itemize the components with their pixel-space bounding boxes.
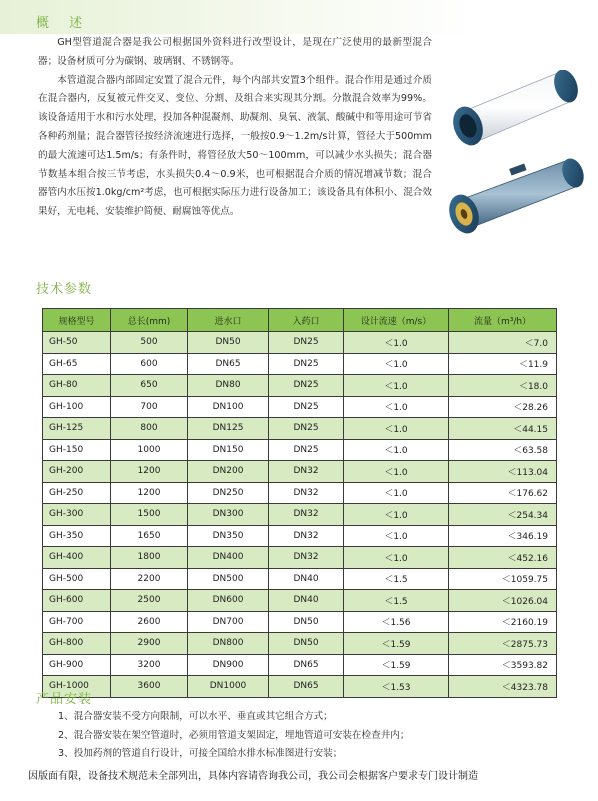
table-cell-model: GH-700: [43, 611, 111, 633]
table-row: [43, 611, 557, 633]
install-item: 1、混合器安装不受方向限制，可以水平、垂直或其它组合方式；: [58, 711, 333, 722]
install-item: 3、投加药剂的管道自行设计，可接全国给水排水标准图进行安装；: [58, 748, 343, 759]
table-row: [43, 633, 557, 655]
table-cell-model: GH-900: [43, 654, 111, 676]
install-list: [58, 708, 558, 764]
header-length: 总长(mm): [111, 309, 188, 332]
header-model: 规格型号: [43, 309, 111, 332]
overview-title: 概 述: [36, 16, 91, 31]
table-cell-model: GH-65: [43, 353, 111, 375]
table-cell-dosing: DN25: [269, 418, 344, 440]
table-cell-dosing: DN32: [269, 461, 344, 483]
table-cell-length: 1200: [111, 461, 188, 483]
table-cell-speed: ＜1.0: [344, 482, 449, 504]
table-cell-model: GH-80: [43, 375, 111, 397]
table-cell-model: GH-200: [43, 461, 111, 483]
table-cell-inlet: DN100: [188, 396, 269, 418]
table-cell-length: 2200: [111, 568, 188, 590]
table-cell-dosing: DN65: [269, 676, 344, 698]
table-cell-model: GH-300: [43, 504, 111, 526]
table-cell-inlet: DN250: [188, 482, 269, 504]
table-cell-length: 3200: [111, 654, 188, 676]
table-cell-model: GH-250: [43, 482, 111, 504]
table-cell-model: GH-100: [43, 396, 111, 418]
table-cell-flow: ＜2160.19: [449, 611, 557, 633]
table-cell-inlet: DN400: [188, 547, 269, 569]
table-cell-flow: ＜63.58: [449, 439, 557, 461]
table-cell-speed: ＜1.0: [344, 418, 449, 440]
table-cell-length: 700: [111, 396, 188, 418]
table-cell-dosing: DN50: [269, 633, 344, 655]
table-row: [43, 375, 557, 397]
table-cell-inlet: DN900: [188, 654, 269, 676]
table-row: [43, 418, 557, 440]
table-cell-inlet: DN700: [188, 611, 269, 633]
table-cell-inlet: DN1000: [188, 676, 269, 698]
table-cell-length: 650: [111, 375, 188, 397]
table-row: [43, 461, 557, 483]
table-cell-inlet: DN80: [188, 375, 269, 397]
table-cell-flow: ＜1059.75: [449, 568, 557, 590]
table-cell-length: 2600: [111, 611, 188, 633]
technical-params-table: [42, 308, 557, 698]
table-cell-inlet: DN150: [188, 439, 269, 461]
blue-pipe-icon: [444, 155, 588, 237]
table-cell-inlet: DN125: [188, 418, 269, 440]
table-row: [43, 482, 557, 504]
table-cell-flow: ＜254.34: [449, 504, 557, 526]
table-cell-inlet: DN500: [188, 568, 269, 590]
table-cell-flow: ＜18.0: [449, 375, 557, 397]
table-row: [43, 676, 557, 698]
params-title: 技术参数: [36, 282, 93, 297]
table-cell-dosing: DN25: [269, 396, 344, 418]
table-cell-inlet: DN350: [188, 525, 269, 547]
table-cell-dosing: DN25: [269, 439, 344, 461]
table-cell-speed: ＜1.53: [344, 676, 449, 698]
table-cell-speed: ＜1.5: [344, 590, 449, 612]
table-cell-model: GH-500: [43, 568, 111, 590]
table-cell-dosing: DN32: [269, 547, 344, 569]
table-cell-length: 600: [111, 353, 188, 375]
table-cell-flow: ＜28.26: [449, 396, 557, 418]
pipe-mixer-illustration: [440, 70, 590, 250]
table-cell-model: GH-600: [43, 590, 111, 612]
table-cell-speed: ＜1.59: [344, 633, 449, 655]
table-cell-speed: ＜1.0: [344, 396, 449, 418]
table-cell-speed: ＜1.0: [344, 439, 449, 461]
table-cell-dosing: DN25: [269, 375, 344, 397]
table-cell-dosing: DN40: [269, 568, 344, 590]
white-pipe-icon: [448, 70, 582, 150]
table-cell-flow: ＜113.04: [449, 461, 557, 483]
table-cell-speed: ＜1.5: [344, 568, 449, 590]
table-cell-dosing: DN25: [269, 332, 344, 354]
table-cell-speed: ＜1.0: [344, 353, 449, 375]
table-cell-model: GH-1000: [43, 676, 111, 698]
table-cell-speed: ＜1.0: [344, 525, 449, 547]
install-title: 产品安装: [36, 692, 93, 707]
overview-text: [38, 34, 432, 222]
table-cell-dosing: DN40: [269, 590, 344, 612]
table-cell-inlet: DN200: [188, 461, 269, 483]
header-dosing-port: 入药口: [269, 309, 344, 332]
table-cell-inlet: DN50: [188, 332, 269, 354]
table-cell-length: 1650: [111, 525, 188, 547]
table-cell-flow: ＜4323.78: [449, 676, 557, 698]
table-cell-inlet: DN65: [188, 353, 269, 375]
overview-paragraph-1: GH型管道混合器是我公司根据国外资料进行改型设计，是现在广泛使用的最新型混合器；设备材质可分为碳钢、玻璃钢、不锈钢等。: [38, 37, 432, 67]
table-cell-inlet: DN300: [188, 504, 269, 526]
table-row: [43, 353, 557, 375]
table-cell-speed: ＜1.0: [344, 504, 449, 526]
table-cell-dosing: DN50: [269, 611, 344, 633]
table-row: [43, 396, 557, 418]
table-row: [43, 504, 557, 526]
table-row: [43, 332, 557, 354]
table-cell-dosing: DN25: [269, 353, 344, 375]
table-cell-speed: ＜1.59: [344, 654, 449, 676]
table-cell-length: 500: [111, 332, 188, 354]
overview-paragraph-2: 本管道混合器内部固定安置了混合元件，每个内部共安置3个组件。混合作用是通过介质在混合器内，反复被元件交叉、变位、分割、及组合来实现其分割。分散混合效率为99%。该设备适用于水和污水处理，投加各种混凝剂、助凝剂、臭氧、液氯、酸碱中和等用途可节省各种药剂量；混合器管径按经济流速进行选择，一般按0.9～1.2m/s计算，管径大于500mm的最大流速可达1.5m/s；有条件时，将管径放大50～100mm，可以减少水头损失；混合器节数基本组合按三节考虑，水头损失0.4～0.9米，也可根据混合介质的情况增减节数；混合器管内水压按1.0kg/cm²考虑，也可根据实际压力进行设备加工；该设备具有体积小、混合效果好，无电耗、安装维护简便、耐腐蚀等优点。: [38, 74, 432, 218]
table-cell-length: 800: [111, 418, 188, 440]
table-cell-speed: ＜1.0: [344, 461, 449, 483]
table-cell-speed: ＜1.56: [344, 611, 449, 633]
table-cell-flow: ＜1026.04: [449, 590, 557, 612]
table-cell-length: 1000: [111, 439, 188, 461]
table-cell-model: GH-800: [43, 633, 111, 655]
table-cell-length: 2900: [111, 633, 188, 655]
table-row: [43, 439, 557, 461]
table-cell-dosing: DN32: [269, 482, 344, 504]
install-item: 2、混合器安装在架空管道时，必须用管道支架固定，埋地管道可安装在检查井内；: [58, 729, 410, 741]
table-cell-model: GH-125: [43, 418, 111, 440]
table-cell-length: 1500: [111, 504, 188, 526]
table-header-row: [43, 309, 557, 332]
table-row: [43, 547, 557, 569]
table-cell-dosing: DN32: [269, 525, 344, 547]
table-cell-model: GH-50: [43, 332, 111, 354]
header-design-velocity: 设计流速（m/s）: [344, 309, 449, 332]
table-cell-flow: ＜346.19: [449, 525, 557, 547]
table-cell-length: 1200: [111, 482, 188, 504]
table-cell-length: 1800: [111, 547, 188, 569]
table-cell-model: GH-350: [43, 525, 111, 547]
table-cell-flow: ＜176.62: [449, 482, 557, 504]
footer-note: 因版面有限，设备技术规范未全部列出，具体内容请咨询我公司，我公司会根据客户要求专门设计制造: [28, 771, 478, 782]
table-cell-flow: ＜2875.73: [449, 633, 557, 655]
table-row: [43, 525, 557, 547]
table-cell-speed: ＜1.0: [344, 375, 449, 397]
table-cell-inlet: DN800: [188, 633, 269, 655]
table-cell-model: GH-400: [43, 547, 111, 569]
table-cell-model: GH-150: [43, 439, 111, 461]
table-cell-dosing: DN32: [269, 504, 344, 526]
table-cell-flow: ＜7.0: [449, 332, 557, 354]
header-inlet: 进水口: [188, 309, 269, 332]
table-cell-length: 2500: [111, 590, 188, 612]
table-cell-length: 3600: [111, 676, 188, 698]
table-row: [43, 654, 557, 676]
table-cell-flow: ＜44.15: [449, 418, 557, 440]
header-flow: 流量（m³/h）: [449, 309, 557, 332]
table-cell-speed: ＜1.0: [344, 332, 449, 354]
table-cell-flow: ＜452.16: [449, 547, 557, 569]
table-cell-flow: ＜11.9: [449, 353, 557, 375]
table-cell-flow: ＜3593.82: [449, 654, 557, 676]
table-cell-speed: ＜1.0: [344, 547, 449, 569]
table-cell-dosing: DN65: [269, 654, 344, 676]
table-row: [43, 568, 557, 590]
table-row: [43, 590, 557, 612]
table-cell-inlet: DN600: [188, 590, 269, 612]
